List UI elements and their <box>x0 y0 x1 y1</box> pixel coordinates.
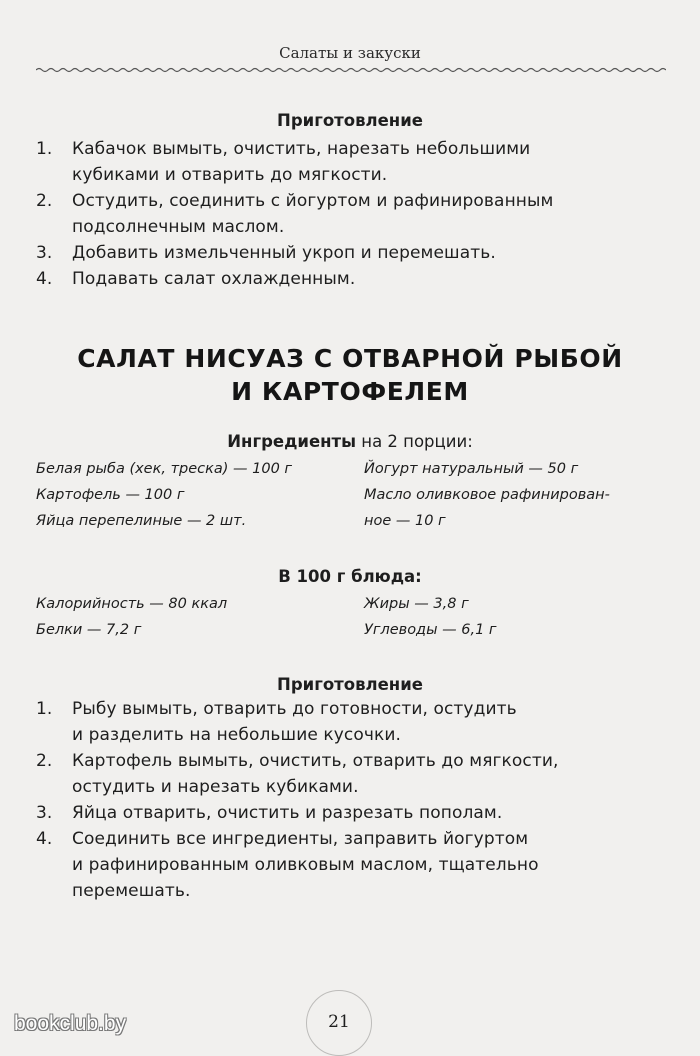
step-text: перемешать. <box>72 881 191 901</box>
recipe-title-line: И КАРТОФЕЛЕМ <box>231 377 469 406</box>
step-number: 4. <box>36 829 53 849</box>
nutrition-item: Жиры — 3,8 г <box>364 596 469 612</box>
list-item <box>36 696 656 748</box>
ingredient-item: Йогурт натуральный — 50 г <box>364 461 579 477</box>
step-text: подсолнечным маслом. <box>72 217 285 237</box>
step-text: Подавать салат охлажденным. <box>72 269 356 289</box>
ingredients-heading-rest: на 2 порции: <box>356 432 473 451</box>
step-number: 2. <box>36 751 53 771</box>
list-item <box>36 240 656 266</box>
recipe-title-line: САЛАТ НИСУАЗ С ОТВАРНОЙ РЫБОЙ <box>77 344 623 373</box>
step-number: 2. <box>36 191 53 211</box>
step-text: Добавить измельченный укроп и перемешать. <box>72 243 496 263</box>
top-steps-list <box>36 136 656 292</box>
nutrition-right <box>364 591 497 643</box>
step-text: Яйца отварить, очистить и разрезать пополам. <box>72 803 503 823</box>
ingredients-right <box>364 456 610 534</box>
ingredient-item: ное — 10 г <box>364 513 446 529</box>
step-text: и разделить на небольшие кусочки. <box>72 725 402 745</box>
step-text: Кабачок вымыть, очистить, нарезать небольшими <box>72 139 531 159</box>
step-text: Рыбу вымыть, отварить до готовности, остудить <box>72 699 517 719</box>
list-item <box>36 188 656 240</box>
ingredients-heading <box>0 432 700 451</box>
step-number: 3. <box>36 243 53 263</box>
running-header: Салаты и закуски <box>279 44 421 62</box>
list-item <box>36 748 656 800</box>
step-text: Остудить, соединить с йогуртом и рафинированным <box>72 191 554 211</box>
step-number: 4. <box>36 269 53 289</box>
header-wavy-rule <box>36 66 666 74</box>
recipe-title <box>0 342 700 408</box>
nutrition-item: Калорийность — 80 ккал <box>36 596 228 612</box>
step-number: 1. <box>36 139 53 159</box>
step-text: кубиками и отварить до мягкости. <box>72 165 388 185</box>
step-text: остудить и нарезать кубиками. <box>72 777 359 797</box>
ingredient-item: Яйца перепелиные — 2 шт. <box>36 513 247 529</box>
list-item <box>36 826 656 904</box>
step-number: 1. <box>36 699 53 719</box>
ingredient-item: Белая рыба (хек, треска) — 100 г <box>36 461 293 477</box>
preparation-heading-top: Приготовление <box>277 111 423 130</box>
ingredients-left <box>36 456 292 534</box>
step-number: 3. <box>36 803 53 823</box>
step-text: Соединить все ингредиенты, заправить йогуртом <box>72 829 529 849</box>
ingredient-item: Картофель — 100 г <box>36 487 185 503</box>
step-text: Картофель вымыть, очистить, отварить до мягкости, <box>72 751 559 771</box>
ingredient-item: Масло оливковое рафинирован- <box>364 487 610 503</box>
page-number: 21 <box>328 1012 350 1032</box>
ingredients-heading-bold: Ингредиенты <box>227 432 357 451</box>
nutrition-item: Углеводы — 6,1 г <box>364 622 497 638</box>
watermark: bookclub.by <box>14 1012 127 1035</box>
nutrition-left <box>36 591 227 643</box>
list-item <box>36 800 656 826</box>
list-item <box>36 266 656 292</box>
nutrition-heading: В 100 г блюда: <box>278 567 422 586</box>
recipe-steps-list <box>36 696 656 904</box>
preparation-heading: Приготовление <box>277 675 423 694</box>
step-text: и рафинированным оливковым маслом, тщательно <box>72 855 539 875</box>
list-item <box>36 136 656 188</box>
nutrition-item: Белки — 7,2 г <box>36 622 142 638</box>
